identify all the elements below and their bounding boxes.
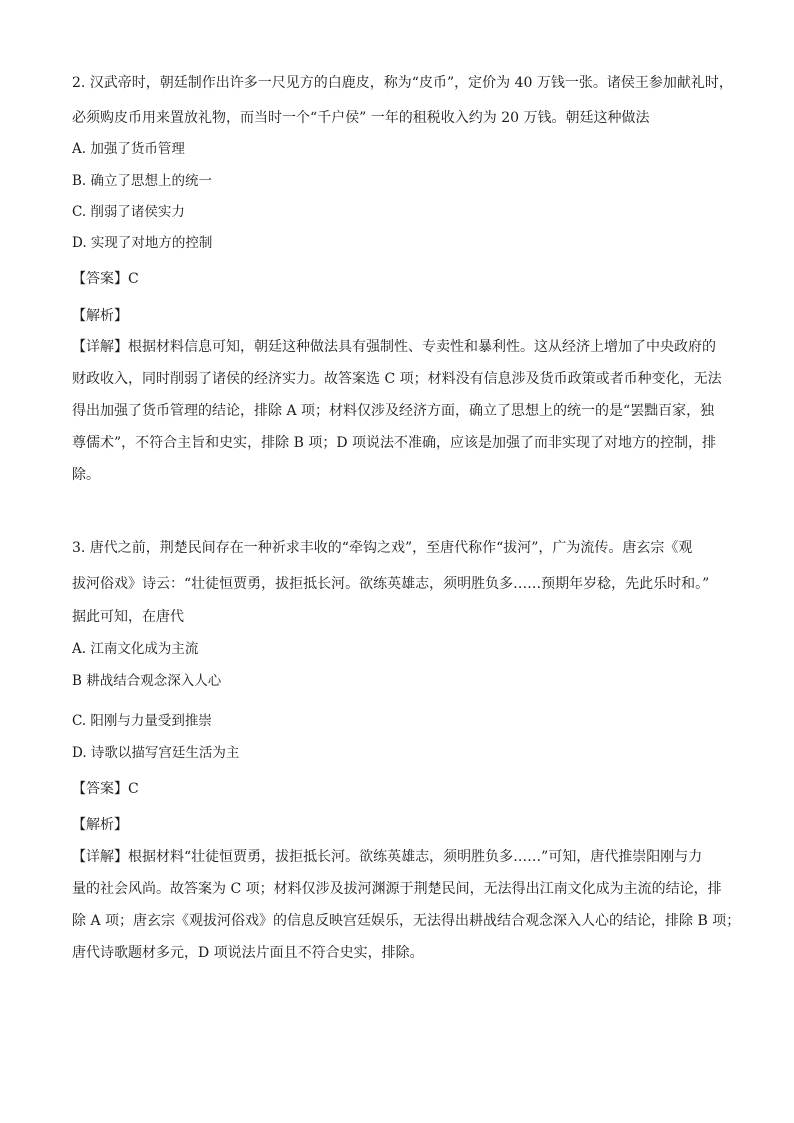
q3-stem-line-2: 拔河俗戏》诗云：“壮徒恒贾勇，拔拒抵长河。欲练英雄志，须明胜负多……预期年岁稔，先此乐时和。” <box>72 576 710 592</box>
q2-detail-line-2: 财政收入，同时削弱了诸侯的经济实力。故答案选 C 项；材料没有信息涉及货币政策或者币种变化，无法 <box>72 371 722 387</box>
q2-detail-line-3: 得出加强了货币管理的结论，排除 A 项；材料仅涉及经济方面，确立了思想上的统一的是“罢黜百家，独 <box>72 403 715 419</box>
q3-option-a: A. 江南文化成为主流 <box>72 641 199 657</box>
q2-answer: 【答案】C <box>72 271 139 287</box>
q2-detail-line-1: 【详解】根据材料信息可知，朝廷这种做法具有强制性、专卖性和暴利性。这从经济上增加了中央政府的 <box>72 339 716 355</box>
q2-detail-line-4: 尊儒术”，不符合主旨和史实，排除 B 项；D 项说法不准确，应该是加强了而非实现了对地方的控制，排 <box>72 435 717 451</box>
q3-detail-line-3: 除 A 项；唐玄宗《观拔河俗戏》的信息反映宫廷娱乐，无法得出耕战结合观念深入人心的结论，排除 B 项； <box>72 913 741 929</box>
q3-detail <box>72 841 741 969</box>
q2-option-c: C. 削弱了诸侯实力 <box>72 204 185 220</box>
q3-option-b: B 耕战结合观念深入人心 <box>72 673 222 689</box>
q3-answer: 【答案】C <box>72 781 139 797</box>
q2-option-b: B. 确立了思想上的统一 <box>72 173 213 189</box>
q2-detail <box>72 331 722 491</box>
q3-stem-line-1: 3. 唐代之前，荆楚民间存在一种祈求丰收的“牵钩之戏”，至唐代称作“拔河”，广为流传。唐玄宗《观 <box>72 540 693 556</box>
q2-option-d: D. 实现了对地方的控制 <box>72 235 213 251</box>
q2-detail-line-5: 除。 <box>72 467 100 483</box>
q3-option-c: C. 阳刚与力量受到推崇 <box>72 713 212 729</box>
q3-detail-line-1: 【详解】根据材料“壮徒恒贾勇，拔拒抵长河。欲练英雄志，须明胜负多……”可知，唐代推崇阳刚与力 <box>72 849 703 865</box>
q3-option-d: D. 诗歌以描写宫廷生活为主 <box>72 745 240 761</box>
q2-stem-line-2: 必须购皮币用来置放礼物，而当时一个“千户侯” 一年的租税收入约为 20 万钱。朝廷这种做法 <box>72 110 650 126</box>
q3-detail-line-4: 唐代诗歌题材多元，D 项说法片面且不符合史实，排除。 <box>72 945 424 961</box>
q3-analysis-label: 【解析】 <box>72 817 128 833</box>
q2-analysis-label: 【解析】 <box>72 308 128 324</box>
q3-stem-line-3: 据此可知，在唐代 <box>72 609 184 625</box>
q2-stem-line-1: 2. 汉武帝时，朝廷制作出许多一尺见方的白鹿皮，称为“皮币”，定价为 40 万钱一张。诸侯王参加献礼时， <box>72 75 733 91</box>
q2-option-a: A. 加强了货币管理 <box>72 141 185 157</box>
q3-detail-line-2: 量的社会风尚。故答案为 C 项；材料仅涉及拔河渊源于荆楚民间，无法得出江南文化成为主流的结论，排 <box>72 881 722 897</box>
